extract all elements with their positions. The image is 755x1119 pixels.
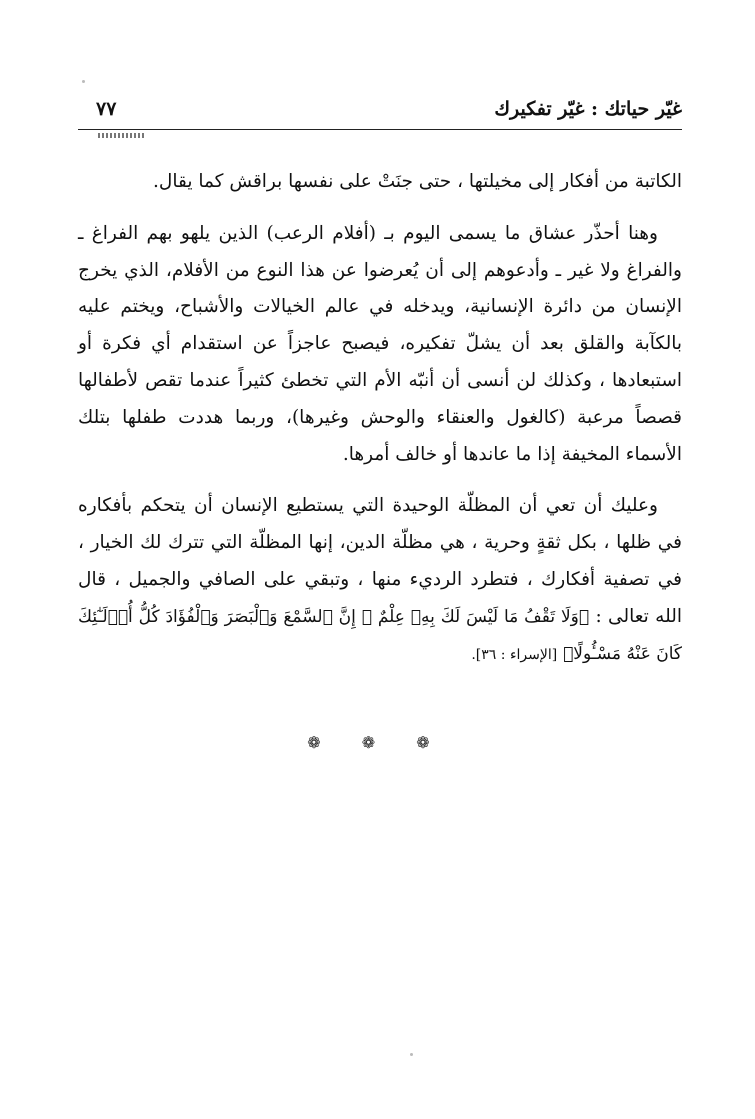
paragraph-2: وهنا أحذّر عشاق ما يسمى اليوم بـ (أفلام الرعب) الذين يلهو بهم الفراغ ـ والفراغ ولا غير ـ وأدعوهم إلى أن يُعرضوا عن هذا النوع من الأفلام، الذي يخرج الإنسان من دائرة الإنسانية، ويدخله في عالم الخيالات والأشباح، ويختم عليه بالكآبة والقلق بعد أن يشلّ تفكيره، فيصبح عاجزاً عن استقدام أي فكرة أو استبعادها ، وكذلك لن أنسى أن أنبّه الأم التي تخطئ كثيراً عندما تقص لأطفالها قصصاً مرعبة (كالغول والعنقاء والوحش وغيرها)، وربما هددت طفلها بتلك الأسماء المخيفة إذا ما عاندها أو خالف أمرها. xyxy=(78,222,682,465)
running-title: غيّر حياتك : غيّر تفكيرك xyxy=(494,98,682,120)
scan-speck xyxy=(410,1053,413,1056)
running-header xyxy=(78,92,682,132)
section-separator: ❁ ❁ ❁ xyxy=(307,733,448,752)
header-rule xyxy=(78,129,682,130)
page-body xyxy=(78,164,682,688)
scan-speck xyxy=(82,80,85,83)
verse-source: [الإسراء : ٣٦]. xyxy=(471,646,558,663)
paragraph-3 xyxy=(78,488,682,673)
quran-verse: ﴿وَلَا تَقْفُ مَا لَيْسَ لَكَ بِهِۦ عِلْمٌ ۚ إِنَّ ٱلسَّمْعَ وَٱلْبَصَرَ وَٱلْفُؤَادَ كُلُّ أُو۟لَـٰٓئِكَ كَانَ عَنْهُ مَسْـُٔولًا﴾ xyxy=(78,606,682,664)
paragraph-3-text: وعليك أن تعي أن المظلّة الوحيدة التي يستطيع الإنسان أن يتحكم بأفكاره في ظلها ، بكل ثقةٍ وحرية ، هي مظلّة الدين، إنها المظلّة التي تترك لك الخيار ، في تصفية أفكارك ، فتطرد الرديء منها ، وتبقي على الصافي والجميل ، قال الله تعالى : xyxy=(78,495,682,627)
paragraph-1: الكاتبة من أفكار إلى مخيلتها ، حتى جنَتْ على نفسها براقش كما يقال. xyxy=(153,171,682,192)
page-number: ٧٧ xyxy=(96,98,117,120)
header-ornament xyxy=(98,133,146,138)
